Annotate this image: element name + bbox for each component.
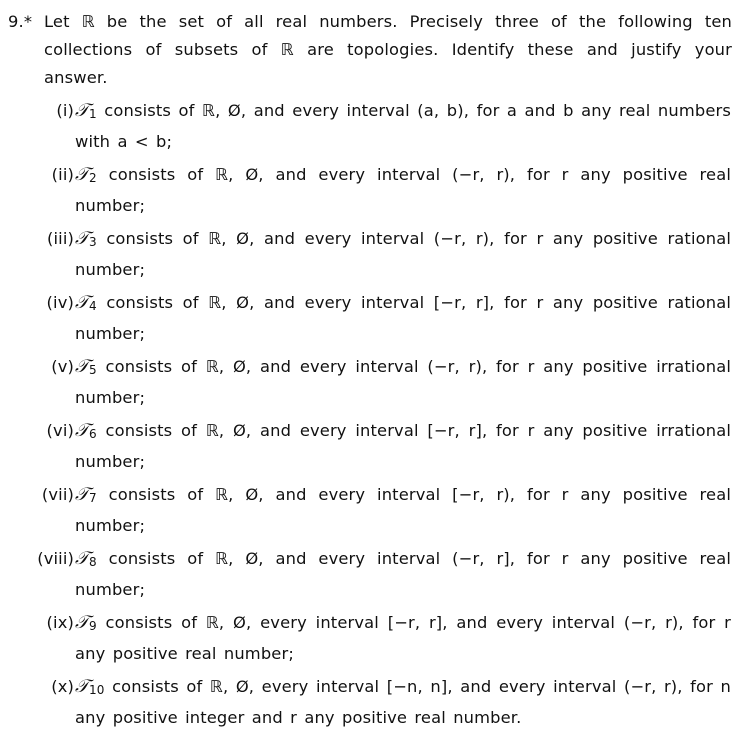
- problem-number: 9.*: [8, 12, 33, 31]
- item-body: [75, 545, 731, 604]
- topology-index: 2: [88, 171, 97, 185]
- item-body: [75, 353, 731, 412]
- list-item: [8, 225, 732, 284]
- item-label: (ix): [46, 613, 74, 632]
- item-label: (vi): [46, 421, 74, 440]
- topology-index: 10: [88, 683, 105, 697]
- topology-symbol: 𝒯: [75, 612, 89, 633]
- topology-symbol: 𝒯: [75, 548, 89, 569]
- item-text: consists of ℝ, Ø, and every interval (−r, r), for r any positive real number;: [75, 165, 731, 215]
- topology-index: 7: [88, 491, 97, 505]
- item-body: [75, 609, 731, 668]
- topology-symbol: 𝒯: [75, 676, 89, 697]
- list-item: [8, 481, 732, 540]
- item-label: (ii): [51, 165, 74, 184]
- item-label: (i): [56, 101, 74, 120]
- item-body: [75, 481, 731, 540]
- topology-symbol: 𝒯: [75, 228, 89, 249]
- item-text: consists of ℝ, Ø, every interval [−n, n], and every interval (−r, r), for n any positive integer and r any positive real number.: [75, 677, 731, 727]
- item-body: [75, 289, 731, 348]
- list-item: [8, 609, 732, 668]
- topology-symbol: 𝒯: [75, 100, 89, 121]
- list-item: [8, 97, 732, 156]
- item-label: (iv): [46, 293, 74, 312]
- item-body: [75, 161, 731, 220]
- list-item: [8, 417, 732, 476]
- item-text: consists of ℝ, Ø, and every interval (−r, r), for r any positive rational number;: [75, 229, 732, 279]
- topology-index: 5: [88, 363, 97, 377]
- topology-symbol: 𝒯: [75, 420, 89, 441]
- item-text: consists of ℝ, Ø, every interval [−r, r], and every interval (−r, r), for r any positive real number;: [75, 613, 731, 663]
- item-body: [75, 97, 731, 156]
- problem-statement: Let ℝ be the set of all real numbers. Precisely three of the following ten collections of subsets of ℝ are topologies. Identify these and justify your answer.: [44, 12, 732, 87]
- item-body: [75, 225, 731, 284]
- topology-symbol: 𝒯: [75, 484, 89, 505]
- item-label: (iii): [46, 229, 74, 248]
- problem-intro: [8, 8, 732, 92]
- topology-index: 6: [88, 427, 97, 441]
- list-item: [8, 289, 732, 348]
- item-text: consists of ℝ, Ø, and every interval (a, b), for a and b any real numbers with a < b;: [75, 101, 732, 151]
- item-label: (x): [51, 677, 74, 696]
- item-body: [75, 417, 731, 476]
- item-text: consists of ℝ, Ø, and every interval [−r, r), for r any positive real number;: [75, 485, 731, 535]
- item-text: consists of ℝ, Ø, and every interval (−r, r], for r any positive real number;: [75, 549, 731, 599]
- item-label: (v): [51, 357, 74, 376]
- topology-list: [8, 97, 732, 732]
- topology-index: 9: [88, 619, 97, 633]
- item-text: consists of ℝ, Ø, and every interval [−r, r], for r any positive irrational number;: [75, 421, 731, 471]
- topology-symbol: 𝒯: [75, 292, 89, 313]
- item-text: consists of ℝ, Ø, and every interval [−r, r], for r any positive rational number;: [75, 293, 732, 343]
- topology-index: 8: [88, 555, 97, 569]
- item-label: (viii): [37, 549, 74, 568]
- item-text: consists of ℝ, Ø, and every interval (−r, r), for r any positive irrational number;: [75, 357, 731, 407]
- list-item: [8, 353, 732, 412]
- item-body: [75, 673, 731, 732]
- topology-index: 3: [88, 235, 97, 249]
- item-label: (vii): [41, 485, 74, 504]
- exercise-problem: [8, 8, 732, 732]
- topology-index: 1: [88, 107, 97, 121]
- topology-index: 4: [88, 299, 97, 313]
- list-item: [8, 545, 732, 604]
- list-item: [8, 673, 732, 732]
- topology-symbol: 𝒯: [75, 356, 89, 377]
- topology-symbol: 𝒯: [75, 164, 89, 185]
- list-item: [8, 161, 732, 220]
